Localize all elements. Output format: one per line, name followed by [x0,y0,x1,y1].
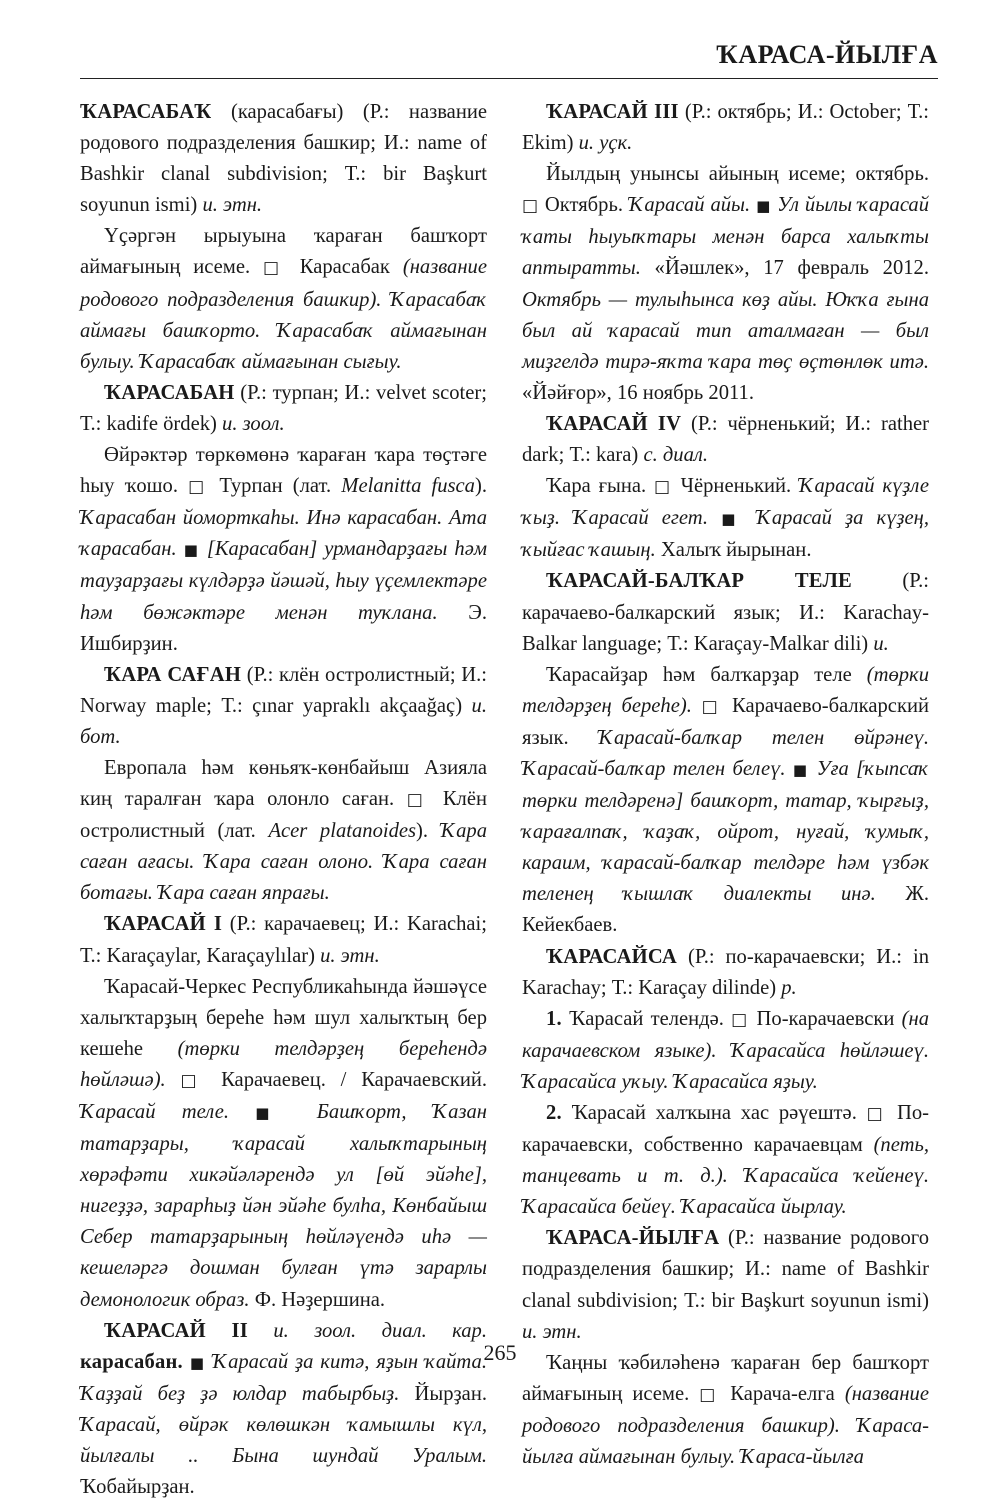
quotation: [Карасабан] урмандарҙағы һәм тауҙарҙағы күлдәрҙә йәшәй, һыу үҫемлектәре һәм бөжәктәре менән туҡлана. [80,538,487,624]
cross-reference: карасабан. [80,1350,183,1373]
definition-note: (төрки телдәрҙең береһендә һөйләшә). [80,1037,487,1091]
headword: ҠАРАСАБАҠ [80,101,212,123]
sense-definition: Ҡарасай телендә. [561,1007,732,1030]
punct: ). [416,820,441,843]
left-column [80,97,487,1503]
quotation-square-icon: ■ [721,510,744,529]
sense-number: 2. [546,1102,562,1124]
examples: Ҡарасай-балҡар телен өйрәнеү. Ҡарасай-балҡар телен белеү. [522,726,929,780]
definition: Үҫәргән ырыуына ҡараған башҡорт аймағының исеме. [80,225,487,279]
quotation-author: Э. Ишбирҙин. [80,601,487,655]
headword: ҠАРАСАЙСА [546,945,677,968]
equivalent-box-icon: □ [263,258,287,279]
entry-header: (карасабағы) (Р.: название родового подразделения башкир; И.: name of Bashkir clanal subdivision; Т.: bir Başkurt soyunun ismi) [80,101,487,217]
grammar-tag: и. этн. [522,1320,582,1343]
entry-header: (Р.: турпан; И.: velvet scoter; Т.: kadife ördek) [80,381,487,435]
grammar-tag: и. [873,632,889,655]
entry-header: (Р.: октябрь; И.: October; Т.: Ekim) [522,101,929,155]
quotation-2: Октябрь — тулыһынса көҙ айы. Юҡҡа ғына был ай ҡарасай тип аталмаған — был миҙгелдә тирә-яҡта ҡара төҫ өҫтөнлөк итә. [522,288,929,373]
quotation-author: Ф. Нәҙершина. [254,1288,386,1311]
quotation: Ҡарасай ҙа күҙең, ҡыйғас ҡашың. [522,507,930,562]
grammar-tag: р. [781,976,797,999]
equivalent-box-icon: □ [180,1070,207,1091]
page-number: 265 [483,1340,517,1365]
latin-name: Acer platanoides [268,820,417,843]
entry-karasay-3 [522,97,929,409]
quotation: Ул йылы ҡарасай ҡаты һыуыҡтары менән барса халыҡты аптыратты. [522,194,930,280]
russian-equivalent: Клён остролистный (лат. [80,788,487,843]
examples: (название родового подразделения башкир). Ҡараса-йылға аймағынан булыу. Ҡараса-йылға [522,1382,929,1469]
headword: ҠАРАСАБАН [104,381,235,404]
equivalent-box-icon: □ [522,196,539,217]
sense-definition: Ҡарасай халҡына хас рәүештә. [561,1102,867,1124]
examples: (петь, танцевать и т. д.). Ҡарасайса ҡейенеү. Ҡарасайса бейеү. Ҡарасайса йырлау. [522,1134,929,1219]
punct: ). [474,475,487,498]
definition: Йылдың унынсы айының исеме; октябрь. [546,163,929,186]
quotation-square-icon: ■ [756,197,772,216]
definition-note: (төрки телдәрҙең береһе). [522,663,929,717]
russian-equivalent: Карача-елга [720,1382,845,1405]
russian-equivalent: По-карачаевски [749,1007,902,1030]
quotation-square-icon: ■ [189,1353,206,1372]
grammar-tag: и. этн. [320,944,380,967]
grammar-tag: и. этн. [202,194,263,217]
russian-equivalent: Турпан (лат. [209,475,342,498]
entry-header: (Р.: по-карачаевски; И.: in Karachay; Т.: Karaçay dilinde) [522,945,929,999]
equivalent-box-icon: □ [866,1104,888,1124]
entry-header: (Р.: чёрненький; И.: rather dark; Т.: kara) [522,412,929,467]
running-head: ҠАРАСА-ЙЫЛҒА [716,40,938,69]
equivalent-box-icon: □ [731,1009,750,1030]
headword: ҠАРАСАЙ II [104,1319,248,1342]
definition: Ҡарасай-Черкес Республикаһында йәшәүсе халыҡтарҙың береһе һәм шул халыҡтың бер кешеһе [80,975,487,1060]
entry-karasay-balkar [522,566,929,941]
equivalent-box-icon: □ [188,477,210,498]
entry-kara-sagan [80,660,487,910]
quotation-square-icon: ■ [255,1104,291,1122]
headword: ҠАРАСАЙ IV [546,412,682,435]
quotation-source-2: «Йәйғор», 16 ноябрь 2011. [522,381,754,404]
quotation-square-icon: ■ [183,541,200,560]
entry-karasay-1 [80,909,487,1315]
grammar-tag: и. зоол. диал. кар. [273,1319,487,1342]
entry-header: (Р.: карачаевец; И.: Karachai; Т.: Karaçaylar, Karaçaylılar) [80,913,487,967]
russian-equivalent: Чёрненький. [672,475,800,498]
grammar-tag: с. диал. [643,444,709,467]
definition: Ҡара ғына. [546,475,655,498]
examples: Ҡарасабан йоморткаһы. Инә карасабан. Ата ҡарасабан. [80,507,487,561]
quotation-2: Ҡарасай, өйрәк көлөшкән ҡамышлы күл, йылғалы .. Бына шундай Уралым. [80,1413,487,1468]
quotation: Уға [ҡыпсаҡ төрки телдәренә] башҡорт, татар, ҡырғыҙ, ҡарағалпаҡ, ҡаҙаҡ, ойрот, нуғай, ҡумыҡ, караим, ҡарасай-балҡар телдәре һәм үзбәк теленең ҡышлаҡ диалекты инә. [522,757,929,906]
examples: (на карачаевском языке). Ҡарасайса һөйләшеү. Ҡарасайса уҡыу. Ҡарасайса яҙыу. [522,1007,930,1093]
quotation-author: Ҡобайырҙан. [80,1476,195,1499]
grammar-tag: и. зоол. [222,412,285,435]
quotation: Башҡорт, Ҡазан татарҙары, ҡарасай халыҡтарының хөрәфәти хикәйәләрендә ул [өй эйәһе], нигеҙҙә, зарарһыҙ йән эйәһе булһа, Көнбайыш Себер татарҙарының һөйләүендә иһә — кешеләргә дошман булған үтә зарарлы демонологик образ. [80,1101,487,1311]
sense-number: 1. [546,1007,562,1030]
examples: Ҡарасай айы. [628,194,751,217]
quotation-source: Халыҡ йырынан. [655,539,812,562]
entry-karasaysa [522,942,929,1224]
headword: ҠАРАСА-ЙЫЛҒА [546,1227,720,1250]
headword: ҠАРАСАЙ-БАЛҠАР ТЕЛЕ [546,570,852,593]
examples: Ҡара саған ағасы. Ҡара саған олоно. Ҡара саған ботағы. Ҡара саған япрағы. [80,820,488,905]
entry-karasaban [80,378,487,660]
russian-equivalent: Карасабак [286,256,403,279]
quotation-square-icon: ■ [792,760,810,779]
russian-equivalent: Октябрь. [538,194,629,217]
entry-karasay-4 [522,409,929,566]
quotation-author: Ж. Кейекбаев. [522,883,929,937]
right-column [522,97,929,1473]
russian-equivalent: По-карачаевски, собственно карачаевцам [522,1102,930,1157]
definition: Ҡарасайҙар һәм балҡарҙар теле [546,663,867,686]
quotation: Ҡарасай ҙа китә, яҙын ҡайта. Ҡаҙҙай беҙ ҙә юлдар табырбыҙ. [80,1350,487,1405]
definition: Европала һәм көньяҡ-көнбайыш Азияла киң таралған ҡара олонло саған. [80,756,487,811]
grammar-tag: и. бот. [80,694,487,748]
russian-equivalent: Карачаевец. / Карачаевский. [206,1068,488,1091]
entry-header: (Р.: клён остролистный; И.: Norway maple; Т.: çınar yapraklı akçaağaç) [80,663,487,717]
definition: Өйрәктәр төркөмөнә ҡараған ҡара төҫтәге һыу ҡошо. [80,444,487,498]
latin-name: Melanitta fusca [341,475,475,498]
header-rule [80,78,938,79]
equivalent-box-icon: □ [699,1384,721,1405]
quotation-source: «Йәшлек», 17 февраль 2012. [640,257,929,280]
headword: ҠАРАСАЙ III [546,101,679,123]
quotation-source: Йырҙан. [399,1382,487,1405]
examples: (название родового подразделения башкир). Ҡарасабаҡ аймағы башҡорто. Ҡарасабаҡ аймағынан булыу. Ҡарасабаҡ аймағынан сығыу. [80,256,487,373]
definition: Ҡаңны ҡәбиләһенә ҡараған бер башҡорт аймағының исеме. [522,1351,929,1405]
headword: ҠАРАСАЙ I [104,913,223,936]
examples: Ҡарасай теле. [80,1101,230,1123]
equivalent-box-icon: □ [654,477,673,498]
headword: ҠАРА САҒАН [104,663,242,686]
entry-header: (Р.: карачаево-балкарский язык; И.: Karachay-Balkar language; Т.: Karaçay-Malkar dili) [522,570,929,655]
entry-karasabak [80,97,487,378]
equivalent-box-icon: □ [406,790,431,811]
entry-header: (Р.: название родового подразделения башкир; И.: name of Bashkir clanal subdivision; Т.: bir Başkurt soyunun ismi) [522,1227,929,1312]
examples: Ҡарасай күҙле ҡыҙ. Ҡарасай егет. [522,475,930,530]
equivalent-box-icon: □ [701,696,723,717]
russian-equivalent: Карачаево-балкарский язык. [522,694,929,749]
grammar-tag: и. уҫк. [578,132,633,155]
